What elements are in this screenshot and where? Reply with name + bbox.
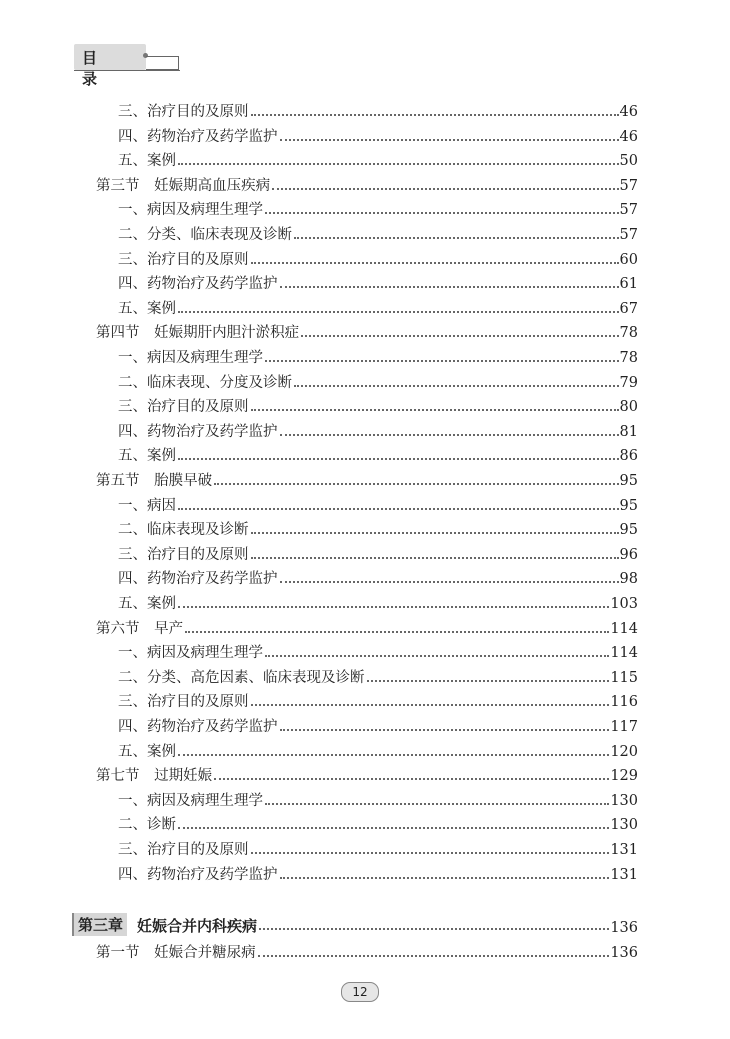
toc-entry-page: 116 [610, 694, 638, 711]
toc-entry-page: 79 [619, 374, 638, 391]
leader-dots [251, 262, 619, 264]
toc-entry-page: 114 [610, 645, 638, 662]
page-number: 12 [341, 982, 379, 1002]
toc-entry-page: 78 [619, 350, 638, 366]
toc-entry-subsection[interactable] [118, 296, 638, 318]
toc-entry-page: 98 [619, 571, 638, 588]
toc-entry-subsection[interactable] [118, 345, 638, 367]
leader-dots [280, 729, 610, 731]
leader-dots [178, 754, 609, 756]
toc-entry-subsection[interactable] [118, 862, 638, 884]
leader-dots [251, 532, 619, 534]
toc-entry-subsection[interactable] [118, 197, 638, 219]
toc-entry-page: 46 [619, 128, 638, 145]
leader-dots [251, 704, 610, 706]
leader-dots [265, 655, 609, 657]
leader-dots [178, 311, 619, 313]
toc-entry-subsection[interactable] [118, 517, 638, 539]
toc-entry-page: 131 [610, 866, 638, 883]
toc-entry-label: 三、治疗目的及原则 [118, 694, 249, 711]
leader-dots [367, 680, 610, 682]
toc-entry-label: 三、治疗目的及原则 [118, 842, 249, 858]
toc-entry-page: 60 [619, 251, 638, 268]
toc-entry-subsection[interactable] [118, 665, 638, 687]
leader-dots [265, 212, 619, 214]
toc-entry-subsection[interactable] [118, 419, 638, 441]
toc-entry-subsection[interactable] [118, 591, 638, 613]
toc-entry-subsection[interactable] [118, 124, 638, 146]
toc-entry-label: 一、病因及病理生理学 [118, 202, 263, 219]
leader-dots [251, 409, 619, 411]
toc-entry-label: 三、治疗目的及原则 [118, 546, 249, 563]
toc-entry-label: 四、药物治疗及药学监护 [118, 719, 278, 735]
toc-entry-page: 130 [610, 817, 638, 834]
toc-entry-label: 一、病因及病理生理学 [118, 350, 263, 366]
toc-entry-label: 五、案例 [118, 153, 176, 170]
toc-entry-subsection[interactable] [118, 370, 638, 392]
toc-entry-page: 86 [619, 448, 638, 465]
toc-entry-label: 四、药物治疗及药学监护 [118, 128, 278, 145]
toc-entry-subsection[interactable] [118, 542, 638, 564]
toc-entry-page: 50 [619, 153, 638, 170]
toc-entry-section[interactable] [96, 940, 638, 962]
leader-dots [280, 286, 619, 288]
toc-entry-subsection[interactable] [118, 222, 638, 244]
toc-entry-label: 第一节 妊娠合并糖尿病 [96, 945, 256, 961]
toc-entry-page: 80 [619, 399, 638, 416]
header-line-ornament [146, 56, 179, 70]
toc-entry-label: 第六节 早产 [96, 620, 184, 637]
toc-entry-subsection[interactable] [118, 394, 638, 416]
leader-dots [214, 778, 609, 780]
toc-entry-page: 57 [619, 177, 638, 194]
toc-entry-page: 129 [610, 768, 638, 785]
toc-entry-subsection[interactable] [118, 493, 638, 515]
leader-dots [280, 877, 610, 879]
toc-entry-page: 96 [619, 546, 638, 563]
leader-dots [258, 955, 610, 957]
toc-entry-subsection[interactable] [118, 837, 638, 859]
toc-entry-label: 二、分类、临床表现及诊断 [118, 227, 292, 243]
toc-entry-label: 一、病因 [118, 497, 176, 514]
leader-dots [185, 631, 609, 633]
leader-dots [178, 508, 619, 510]
toc-entry-page: 57 [619, 202, 638, 219]
toc-entry-subsection[interactable] [118, 443, 638, 465]
toc-entry-label: 五、案例 [118, 448, 176, 465]
chapter-page: 136 [610, 920, 638, 936]
header-underline [74, 70, 180, 71]
toc-entry-page: 115 [610, 669, 638, 686]
toc-entry-subsection[interactable] [118, 148, 638, 170]
toc-entry-subsection[interactable] [118, 566, 638, 588]
leader-dots [178, 458, 619, 460]
toc-entry-label: 四、药物治疗及药学监护 [118, 276, 278, 293]
toc-entry-subsection[interactable] [118, 812, 638, 834]
toc-header-title: 目 录 [82, 49, 120, 88]
toc-entry-subsection[interactable] [118, 99, 638, 121]
toc-entry-page: 67 [619, 300, 638, 317]
toc-entry-page: 131 [610, 842, 638, 858]
toc-entry-page: 117 [610, 719, 638, 735]
toc-entry-section[interactable] [96, 763, 638, 785]
toc-entry-label: 五、案例 [118, 596, 176, 612]
toc-entry-subsection[interactable] [118, 739, 638, 761]
leader-dots [178, 163, 619, 165]
chapter-entry[interactable] [74, 912, 638, 936]
leader-dots [178, 827, 609, 829]
toc-entry-label: 一、病因及病理生理学 [118, 792, 263, 809]
toc-entry-page: 114 [610, 620, 638, 637]
toc-entry-label: 三、治疗目的及原则 [118, 104, 249, 120]
leader-dots [251, 114, 619, 116]
chapter-badge: 第三章 [74, 913, 127, 936]
leader-dots [178, 606, 609, 608]
toc-entry-page: 57 [619, 227, 638, 243]
toc-entry-page: 103 [610, 596, 638, 612]
toc-entry-section[interactable] [96, 320, 638, 342]
leader-dots [294, 237, 619, 239]
toc-entry-label: 三、治疗目的及原则 [118, 399, 249, 416]
leader-dots [294, 385, 619, 387]
leader-dots [251, 852, 610, 854]
toc-entry-subsection[interactable] [118, 271, 638, 293]
toc-entry-label: 第三节 妊娠期高血压疾病 [96, 177, 271, 194]
leader-dots [272, 188, 618, 190]
toc-entry-page: 81 [619, 423, 638, 440]
leader-dots [259, 928, 609, 930]
toc-entry-section[interactable] [96, 468, 638, 490]
toc-entry-label: 四、药物治疗及药学监护 [118, 571, 278, 588]
leader-dots [280, 139, 619, 141]
toc-entry-label: 第五节 胎膜早破 [96, 473, 213, 489]
toc-entry-page: 130 [610, 792, 638, 809]
toc-entry-label: 第七节 过期妊娠 [96, 768, 213, 785]
toc-entry-page: 78 [619, 325, 638, 342]
chapter-title: 妊娠合并内科疾病 [137, 917, 258, 935]
toc-entry-page: 120 [610, 743, 638, 760]
toc-entry-subsection[interactable] [118, 689, 638, 711]
toc-header-tab [74, 44, 146, 88]
toc-entry-label: 五、案例 [118, 300, 176, 317]
toc-entry-label: 五、案例 [118, 743, 176, 760]
toc-entry-subsection[interactable] [118, 247, 638, 269]
toc-entry-label: 二、诊断 [118, 817, 176, 834]
toc-entry-label: 二、分类、高危因素、临床表现及诊断 [118, 669, 365, 686]
toc-entry-label: 二、临床表现、分度及诊断 [118, 374, 292, 391]
toc-entry-section[interactable] [96, 616, 638, 638]
toc-entry-label: 三、治疗目的及原则 [118, 251, 249, 268]
leader-dots [301, 335, 618, 337]
leader-dots [265, 360, 619, 362]
toc-entry-label: 二、临床表现及诊断 [118, 522, 249, 539]
toc-entry-subsection[interactable] [118, 788, 638, 810]
leader-dots [214, 483, 618, 485]
leader-dots [280, 581, 619, 583]
leader-dots [280, 434, 619, 436]
toc-entry-page: 95 [619, 497, 638, 514]
toc-entry-subsection[interactable] [118, 714, 638, 736]
toc-entry-page: 61 [619, 276, 638, 293]
toc-entry-label: 四、药物治疗及药学监护 [118, 866, 278, 883]
toc-entry-label: 第四节 妊娠期肝内胆汁淤积症 [96, 325, 300, 342]
toc-entry-subsection[interactable] [118, 640, 638, 662]
toc-entry-page: 46 [619, 104, 638, 120]
toc-entry-page: 95 [619, 473, 638, 489]
toc-entry-section[interactable] [96, 173, 638, 195]
toc-entry-label: 四、药物治疗及药学监护 [118, 423, 278, 440]
toc-entry-page: 95 [619, 522, 638, 539]
leader-dots [265, 803, 609, 805]
leader-dots [251, 557, 619, 559]
toc-entry-page: 136 [610, 945, 638, 961]
toc-entry-label: 一、病因及病理生理学 [118, 645, 263, 662]
